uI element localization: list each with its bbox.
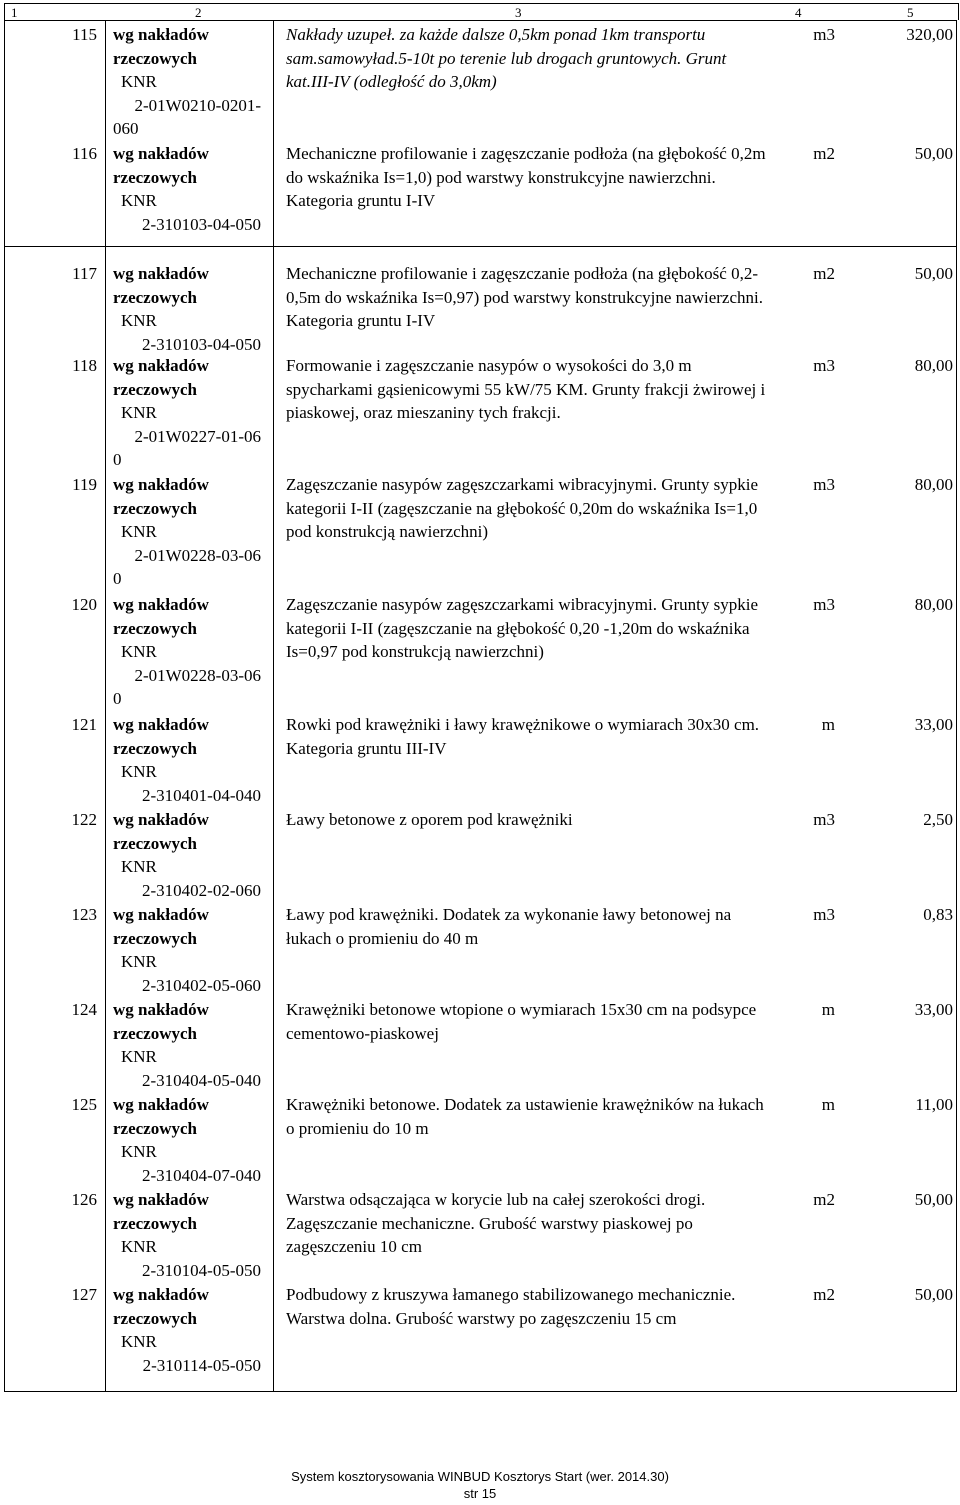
- catalog-code-line: 2-310404-07-040: [142, 1165, 261, 1185]
- catalog-code-line: KNR: [121, 72, 157, 92]
- item-number: 120: [71, 595, 97, 614]
- catalog-code-line: 0: [113, 450, 122, 470]
- item-unit: m2: [813, 1285, 835, 1304]
- catalog-code-line: wg nakładów: [113, 475, 209, 494]
- catalog-code-line: KNR: [121, 642, 157, 662]
- page-footer: [0, 1468, 960, 1502]
- item-quantity: 50,00: [914, 1190, 953, 1209]
- item-description: [286, 1283, 766, 1330]
- catalog-code: [113, 903, 265, 997]
- catalog-code-line: wg nakładów: [113, 1000, 209, 1019]
- item-description-text: Zagęszczanie nasypów zagęszczarkami wibracyjnymi. Grunty sypkie kategorii I-II (zagęszczanie na głębokość 0,20m do wskaźnika Is=1,0 pod konstrukcją nawierzchni): [286, 475, 759, 542]
- catalog-code-line: wg nakładów: [113, 25, 209, 44]
- footer-software-info: System kosztorysowania WINBUD Kosztorys Start (wer. 2014.30): [291, 1469, 669, 1484]
- catalog-code-line: KNR: [121, 1047, 157, 1067]
- catalog-code-line: 2-01W0227-01-06: [134, 426, 261, 446]
- column-header-1: 1: [11, 5, 18, 20]
- item-quantity: 80,00: [914, 595, 953, 614]
- catalog-code-line: 2-310104-05-050: [142, 1260, 261, 1280]
- catalog-code-line: 2-01W0210-0201-: [134, 95, 261, 115]
- catalog-code-line: KNR: [121, 191, 157, 211]
- catalog-code: [113, 808, 265, 902]
- catalog-code-line: rzeczowych: [113, 1213, 198, 1233]
- item-number: 127: [71, 1285, 97, 1304]
- catalog-code-line: KNR: [121, 952, 157, 972]
- item-number: 121: [71, 715, 97, 734]
- row-divider: [5, 246, 956, 247]
- catalog-code-line: wg nakładów: [113, 264, 209, 283]
- item-unit: m: [821, 1000, 835, 1019]
- item-description-text: Podbudowy z kruszywa łamanego stabilizowanego mechanicznie. Warstwa dolna. Grubość warstwy po zagęszczeniu 15 cm: [286, 1285, 736, 1328]
- footer-page-number: str 15: [463, 1486, 497, 1501]
- catalog-code-line: wg nakładów: [113, 1190, 209, 1209]
- catalog-code-line: KNR: [121, 857, 157, 877]
- catalog-code-line: wg nakładów: [113, 144, 209, 163]
- item-quantity: 33,00: [914, 1000, 953, 1019]
- item-description: [286, 354, 766, 425]
- item-description: [286, 142, 766, 213]
- item-unit: m3: [813, 25, 835, 44]
- item-unit: m3: [813, 595, 835, 614]
- item-number: 116: [72, 144, 97, 163]
- catalog-code-line: wg nakładów: [113, 810, 209, 829]
- catalog-code-line: 2-310402-05-060: [142, 975, 261, 995]
- column-header-5: 5: [907, 5, 914, 20]
- item-number: 124: [71, 1000, 97, 1019]
- catalog-code-line: rzeczowych: [113, 928, 198, 948]
- item-description-text: Mechaniczne profilowanie i zagęszczanie podłoża (na głębokość 0,2-0,5m do wskaźnika Is=0,97) pod warstwy konstrukcyjne nawierzchni. Kategoria gruntu I-IV: [286, 264, 763, 331]
- catalog-code: [113, 354, 265, 472]
- item-number: 123: [71, 905, 97, 924]
- catalog-code-line: rzeczowych: [113, 833, 198, 853]
- catalog-code-line: KNR: [121, 311, 157, 331]
- catalog-code-line: rzeczowych: [113, 1023, 198, 1043]
- item-quantity: 320,00: [906, 25, 953, 44]
- item-description-text: Ławy pod krawężniki. Dodatek za wykonanie ławy betonowej na łukach o promieniu do 40 m: [286, 905, 732, 948]
- item-quantity: 80,00: [914, 475, 953, 494]
- cost-estimate-table: [4, 20, 957, 1392]
- catalog-code-line: rzeczowych: [113, 48, 198, 68]
- catalog-code: [113, 1093, 265, 1187]
- catalog-code-line: wg nakładów: [113, 905, 209, 924]
- catalog-code-line: 0: [113, 689, 122, 709]
- item-description: [286, 1188, 766, 1259]
- catalog-code-line: rzeczowych: [113, 738, 198, 758]
- item-description-text: Mechaniczne profilowanie i zagęszczanie podłoża (na głębokość 0,2m do wskaźnika Is=1,0) pod warstwy konstrukcyjne nawierzchni. Kategoria gruntu I-IV: [286, 144, 766, 211]
- column-header-3: 3: [515, 5, 522, 20]
- item-quantity: 11,00: [915, 1095, 953, 1114]
- item-description: [286, 903, 766, 950]
- catalog-code-line: rzeczowych: [113, 379, 198, 399]
- catalog-code: [113, 998, 265, 1092]
- catalog-code-line: rzeczowych: [113, 1118, 198, 1138]
- item-unit: m3: [813, 810, 835, 829]
- catalog-code: [113, 142, 265, 236]
- item-unit: m3: [813, 905, 835, 924]
- item-description-text: Ławy betonowe z oporem pod krawężniki: [286, 810, 573, 829]
- column-divider: [273, 21, 274, 1391]
- item-quantity: 50,00: [914, 264, 953, 283]
- item-unit: m2: [813, 1190, 835, 1209]
- item-quantity: 0,83: [923, 905, 953, 924]
- item-number: 117: [72, 264, 97, 283]
- column-header-2: 2: [195, 5, 202, 20]
- item-description-text: Rowki pod krawężniki i ławy krawężnikowe o wymiarach 30x30 cm. Kategoria gruntu III-IV: [286, 715, 760, 758]
- catalog-code-line: wg nakładów: [113, 595, 209, 614]
- item-description-text: Krawężniki betonowe wtopione o wymiarach 15x30 cm na podsypce cementowo-piaskowej: [286, 1000, 757, 1043]
- item-number: 115: [72, 25, 97, 44]
- item-unit: m3: [813, 475, 835, 494]
- item-description: [286, 23, 766, 94]
- catalog-code: [113, 713, 265, 807]
- catalog-code-line: rzeczowych: [113, 618, 198, 638]
- catalog-code-line: wg nakładów: [113, 715, 209, 734]
- item-unit: m3: [813, 356, 835, 375]
- catalog-code-line: 0: [113, 569, 122, 589]
- catalog-code-line: rzeczowych: [113, 1308, 198, 1328]
- item-number: 126: [71, 1190, 97, 1209]
- catalog-code-line: KNR: [121, 762, 157, 782]
- item-unit: m: [821, 1095, 835, 1114]
- catalog-code-line: rzeczowych: [113, 287, 198, 307]
- item-quantity: 50,00: [914, 1285, 953, 1304]
- catalog-code: [113, 23, 265, 141]
- catalog-code-line: wg nakładów: [113, 1285, 209, 1304]
- catalog-code-line: 2-01W0228-03-06: [134, 665, 261, 685]
- catalog-code: [113, 262, 265, 356]
- item-number: 119: [72, 475, 97, 494]
- item-description: [286, 1093, 766, 1140]
- catalog-code-line: 2-310103-04-050: [142, 334, 261, 354]
- item-description-text: Zagęszczanie nasypów zagęszczarkami wibracyjnymi. Grunty sypkie kategorii I-II (zagęszczanie na głębokość 0,20 -1,20m do wskaźnika Is=0,97 pod konstrukcją nawierzchni): [286, 595, 759, 662]
- catalog-code-line: KNR: [121, 1142, 157, 1162]
- catalog-code-line: wg nakładów: [113, 1095, 209, 1114]
- catalog-code: [113, 1283, 265, 1377]
- item-description: [286, 593, 766, 664]
- item-unit: m2: [813, 264, 835, 283]
- item-description: [286, 262, 766, 333]
- item-description-italic: Nakłady uzupeł. za każde dalsze 0,5km ponad 1km transportu sam.samowyład.5-10t po terenie lub drogach gruntowych. Grunt kat.III-IV (odległość do 3,0km): [286, 25, 727, 92]
- item-number: 122: [71, 810, 97, 829]
- catalog-code-line: KNR: [121, 1237, 157, 1257]
- catalog-code: [113, 473, 265, 591]
- item-description: [286, 998, 766, 1045]
- catalog-code-line: KNR: [121, 403, 157, 423]
- catalog-code-line: 2-310402-02-060: [142, 880, 261, 900]
- item-description-text: Warstwa odsączająca w korycie lub na całej szerokości drogi. Zagęszczanie mechaniczne. Grubość warstwy piaskowej po zagęszczeniu 10 cm: [286, 1190, 706, 1257]
- column-divider: [105, 21, 106, 1391]
- item-description-text: Formowanie i zagęszczanie nasypów o wysokości do 3,0 m spycharkami gąsienicowymi 55 kW/75 KM. Grunty frakcji żwirowej i piaskowej, oraz mieszaniny tych frakcji.: [286, 356, 766, 423]
- item-unit: m: [821, 715, 835, 734]
- catalog-code-line: KNR: [121, 522, 157, 542]
- catalog-code-line: 2-01W0228-03-06: [134, 545, 261, 565]
- item-description: [286, 808, 766, 832]
- item-quantity: 33,00: [914, 715, 953, 734]
- item-number: 125: [71, 1095, 97, 1114]
- catalog-code-line: 2-310114-05-050: [142, 1355, 261, 1375]
- catalog-code-line: KNR: [121, 1332, 157, 1352]
- item-quantity: 2,50: [923, 810, 953, 829]
- catalog-code-line: rzeczowych: [113, 167, 198, 187]
- catalog-code-line: 2-310401-04-040: [142, 785, 261, 805]
- catalog-code: [113, 593, 265, 711]
- item-quantity: 50,00: [914, 144, 953, 163]
- catalog-code: [113, 1188, 265, 1282]
- item-unit: m2: [813, 144, 835, 163]
- catalog-code-line: wg nakładów: [113, 356, 209, 375]
- item-description: [286, 713, 766, 760]
- item-number: 118: [72, 356, 97, 375]
- item-description: [286, 473, 766, 544]
- column-header-row: [4, 3, 959, 20]
- catalog-code-line: 2-310103-04-050: [142, 214, 261, 234]
- column-header-4: 4: [795, 5, 802, 20]
- item-quantity: 80,00: [914, 356, 953, 375]
- catalog-code-line: 2-310404-05-040: [142, 1070, 261, 1090]
- item-description-text: Krawężniki betonowe. Dodatek za ustawienie krawężników na łukach o promieniu do 10 m: [286, 1095, 764, 1138]
- catalog-code-line: rzeczowych: [113, 498, 198, 518]
- catalog-code-line: 060: [113, 119, 139, 139]
